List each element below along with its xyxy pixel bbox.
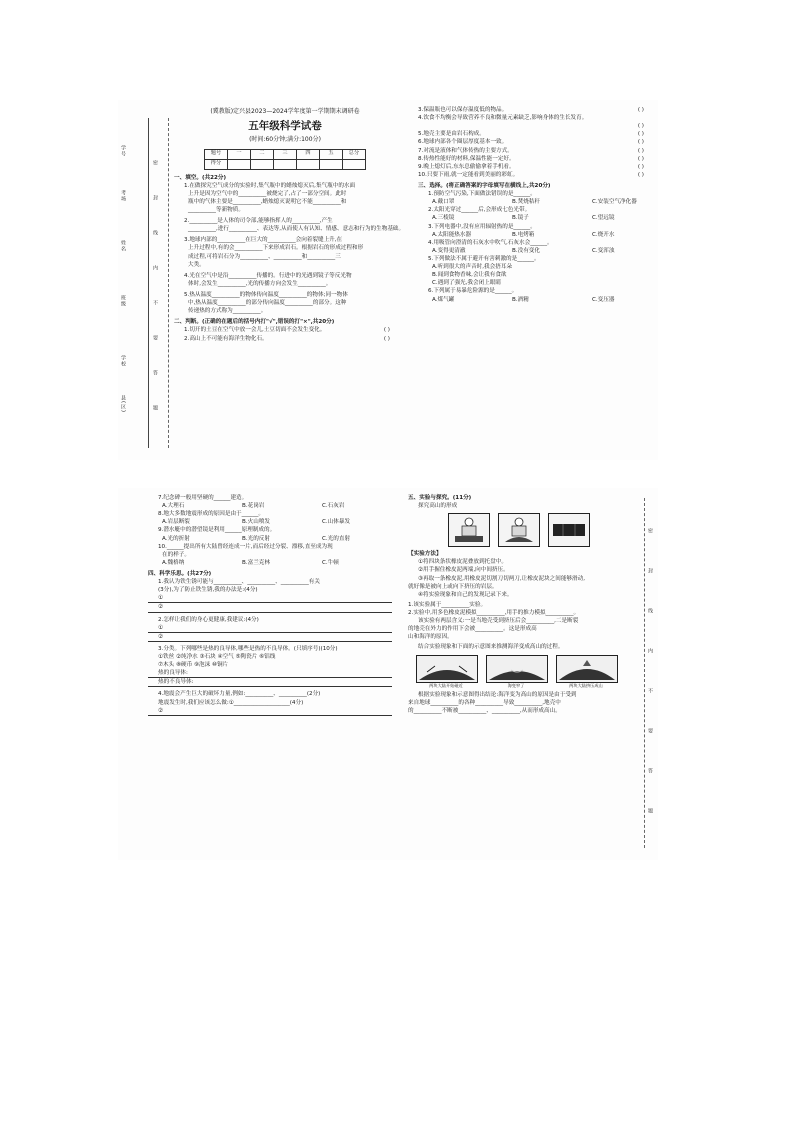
answer-line[interactable]: ① bbox=[148, 594, 392, 603]
choice-stem: 5.下列做法不属于避开有害刺激的是______。 bbox=[428, 255, 540, 262]
judge-item: 3.保温瓶也可以保存温度低的物品。 ( ) bbox=[418, 106, 650, 114]
choice-options: A.光的折射 B.光的反射 C.光的直射 bbox=[162, 535, 351, 542]
classify-items: ⑦木头 ⑧硬币 ⑨泡沫 ⑩铜片 bbox=[158, 662, 229, 669]
exam-page-bottom bbox=[118, 488, 658, 860]
section5-title: 五、实验与探究。(11分) bbox=[408, 495, 472, 501]
choice-stem: 8.地大多数地震形成的原因是由于______。 bbox=[158, 511, 265, 518]
q-text: 中,热从温度__________的部分传向温度__________的部分。这种 bbox=[188, 300, 347, 307]
q-text: 成过程,可将岩石分为__________、__________和__________三 bbox=[188, 253, 341, 260]
method-step: ①将四块条状橡皮泥叠放到托盘中。 bbox=[418, 559, 507, 566]
seal-word: 内 bbox=[152, 265, 158, 271]
margin-label-class: 班级 bbox=[120, 295, 126, 307]
judge-item: 7.对流是液体和气体传热的主要方式。 ( ) bbox=[418, 147, 650, 155]
binding-line bbox=[148, 118, 149, 448]
q-text: 地震发生时,我们应该怎么做:①____________________(4分) bbox=[158, 699, 304, 706]
choice-options: A.三棱镜 B.镜子 C.望远镜 bbox=[432, 215, 615, 222]
column-right-bottom bbox=[408, 494, 640, 715]
score-cell: 三 bbox=[274, 149, 297, 159]
plate-diagram bbox=[416, 655, 478, 689]
seal-word: 题 bbox=[647, 808, 653, 814]
choice-options: A.煤气罐 B.酒精 C.变压器 bbox=[432, 296, 615, 303]
choice-stem: 3.下列电器中,没有应用辐射热的是______。 bbox=[428, 223, 536, 230]
q-text: 山和海洋的原因。 bbox=[408, 634, 453, 641]
q-text: 5.热从温度__________的物体传向温度__________的物体;同一物体 bbox=[184, 292, 348, 299]
choice-stem: 1.预防空气污染,下面做法错误的是______。 bbox=[428, 191, 536, 198]
q-text: 2.怎样让我们的身心更健康,我建议:(4分) bbox=[158, 616, 259, 623]
answer-line[interactable]: ② bbox=[148, 603, 392, 612]
margin-label-county: 县(区) bbox=[120, 395, 126, 413]
seal-word: 线 bbox=[647, 608, 653, 614]
q-text: 2.__________是人体的司令部,能够指挥人的__________,产生 bbox=[184, 218, 333, 225]
judge-item: 10.只要下雨,就一定能看到美丽的彩虹。 ( ) bbox=[418, 171, 650, 179]
method-step: ④将实验现象和自己的发现记录下来。 bbox=[418, 591, 513, 598]
score-cell: 五 bbox=[320, 149, 343, 159]
q-text: 该实验有两层含义:一是当地壳受到挤压后会__________,二是断裂 bbox=[418, 618, 579, 625]
seal-dotted-line bbox=[644, 498, 645, 848]
score-table bbox=[204, 149, 366, 170]
q-text: 上升过程中,有的会__________下来形成岩石。根据岩石的形成过程和形 bbox=[188, 245, 364, 252]
q-text: 传递热的方式称为__________。 bbox=[188, 308, 267, 315]
good-conductor-answer[interactable]: 热的良导体: bbox=[148, 669, 392, 678]
q-text: (3分),为了防止铁生锈,我的办法是:(4分) bbox=[158, 587, 258, 594]
seal-word: 内 bbox=[647, 648, 653, 654]
seal-word: 题 bbox=[152, 405, 158, 411]
score-input-cell[interactable] bbox=[251, 159, 274, 169]
margin-label-exam-room: 考场 bbox=[120, 190, 126, 202]
q-text: 上升是因为空气中的__________被烧完了,占了一部分空间。此时 bbox=[188, 190, 347, 197]
q-text: 3.分类。下列哪些是热的良导体,哪些是热的不良导体。(只填序号)(10分) bbox=[158, 645, 338, 652]
q-text: __________,进行__________、表达等,从而使人有认知、情感、意志和行为的生物基础。 bbox=[188, 226, 405, 233]
judge-item: 5.地壳主要是由岩石构成。 ( ) bbox=[418, 130, 650, 138]
q-text: 4.光在空气中是沿__________传播的。行进中的光遇到镜子等反光物 bbox=[184, 272, 352, 279]
score-input-cell[interactable] bbox=[228, 159, 251, 169]
q-text: 结合实验现象和下面的示意图来推测海洋变成高山的过程。 bbox=[418, 644, 564, 651]
choice-stem: 6.下列属于易暴危险源的是______。 bbox=[428, 288, 518, 295]
answer-bracket[interactable]: ( ) bbox=[637, 147, 644, 154]
score-cell: 四 bbox=[297, 149, 320, 159]
score-cell: 一 bbox=[228, 149, 251, 159]
judge-item: 6.地球内部各个圈层厚度基本一致。 ( ) bbox=[418, 138, 650, 146]
score-cell: 二 bbox=[251, 149, 274, 159]
answer-bracket[interactable]: ( ) bbox=[637, 131, 644, 138]
answer-bracket[interactable]: ( ) bbox=[383, 335, 390, 342]
score-cell: 得分 bbox=[205, 159, 228, 169]
choice-options: A.岩层断裂 B.火山喷发 C.山体暴发 bbox=[162, 519, 351, 526]
answer-bracket[interactable]: ( ) bbox=[637, 107, 644, 113]
choice-options: A.戴口罩 B.焚烧秸秆 C.安装空气净化器 bbox=[432, 199, 637, 206]
answer-line[interactable]: ① bbox=[148, 624, 392, 633]
margin-label-student-id: 学号 bbox=[120, 145, 126, 157]
plate-diagram-row bbox=[416, 655, 640, 689]
choice-option[interactable]: C.遇到了强光,我会闭上眼睛 bbox=[432, 280, 501, 287]
seal-word: 密 bbox=[647, 528, 653, 534]
q-text: 体时,会发生__________,光的传播方向会发生__________。 bbox=[188, 280, 332, 287]
choice-stem: 10.______提出所有大陆曾经连成一片,而后经过分裂、漂移,直至成为现 bbox=[158, 543, 333, 550]
seal-dotted-line bbox=[168, 118, 169, 448]
judge-item: 1.切开的土豆在空气中放一会儿,土豆切面不会发生变化。 ( ) bbox=[174, 326, 396, 334]
q-text: 1.我认为铁生锈可能与__________、__________、__________有关 bbox=[158, 579, 320, 586]
seal-word: 线 bbox=[152, 230, 158, 236]
seal-word: 不 bbox=[152, 300, 158, 306]
q-text: 4.地震会产生巨大的破坏力量,例如:__________、__________(2分) bbox=[158, 691, 321, 698]
method-title: 【实验方法】 bbox=[408, 551, 442, 558]
score-input-cell[interactable] bbox=[274, 159, 297, 169]
score-cell: 题号 bbox=[205, 149, 228, 159]
plate-diagram bbox=[486, 655, 548, 689]
method-step: ③再取一条橡皮泥,用橡皮泥切割刀切两刀,让橡皮泥块之间能够滑动, bbox=[418, 575, 585, 582]
choice-stem: 4.用吸管向澄清的石灰水中吹气,石灰水会______。 bbox=[428, 239, 553, 246]
seal-word: 要 bbox=[647, 728, 653, 734]
seal-word: 封 bbox=[152, 195, 158, 201]
answer-bracket[interactable]: ( ) bbox=[383, 327, 390, 334]
q-text: 3.地球内部的__________在巨大的__________会向着裂缝上升,在 bbox=[184, 237, 343, 244]
q-text: 瓶中的气体主要是__________,蜡烛熄灭说明它不能__________和 bbox=[188, 198, 347, 205]
exam-time-note: (时间:60分钟;满分:100分) bbox=[249, 135, 321, 143]
folded-clay-layers-image bbox=[548, 513, 590, 547]
q-text: 1.该实验属于__________实验。 bbox=[408, 601, 487, 608]
choice-stem: 2.太阳光穿过______后,会形成七色光带。 bbox=[428, 207, 531, 214]
answer-bracket[interactable]: ( ) bbox=[637, 155, 644, 162]
q-text: 2.实验中,用多色橡皮泥模拟__________,用手的推力模拟__________。 bbox=[408, 609, 580, 616]
q-text: 的地壳在外力的作用下会被__________。这是形成高 bbox=[408, 626, 537, 633]
answer-bracket[interactable]: ( ) bbox=[637, 163, 644, 170]
method-step: 就好像是被向上或向下挤压的岩层。 bbox=[408, 583, 498, 590]
q-text: 的__________不断被__________、__________,从而形成高山。 bbox=[408, 707, 561, 714]
column-right-top bbox=[418, 106, 650, 304]
exam-title: 五年级科学试卷 bbox=[248, 119, 322, 132]
q-text: 1.在做探究空气成分的实验时,集气瓶中的蜡烛熄灭后,集气瓶中的水面 bbox=[184, 182, 356, 189]
judge-item: 9.晚上熄灯后,东东总偷偷拿着手机看。 ( ) bbox=[418, 163, 650, 171]
answer-line[interactable]: ② bbox=[148, 707, 392, 716]
q-text: 来自地球__________的各种__________导致__________,地壳中 bbox=[408, 699, 561, 706]
margin-label-name: 姓名 bbox=[120, 240, 126, 252]
section2-title: 二、判断。(正确的在题后的括号内打"√",错误的打"×",共20分) bbox=[174, 319, 335, 326]
judge-item bbox=[418, 122, 650, 130]
column-left-top bbox=[174, 100, 405, 343]
exam-header-line: (冀教版)定兴县2023—2024学年度第一学期期末调研卷 bbox=[210, 108, 360, 115]
column-left-bottom bbox=[148, 494, 398, 716]
answer-bracket[interactable]: ( ) bbox=[637, 123, 644, 130]
mountain-formed-image bbox=[556, 655, 618, 683]
figure-caption: 两块大陆开始碰近 bbox=[429, 682, 463, 688]
answer-bracket[interactable]: ( ) bbox=[637, 139, 644, 146]
seal-word: 答 bbox=[647, 768, 653, 774]
plate-diagram bbox=[556, 655, 618, 689]
score-input-cell[interactable] bbox=[343, 159, 366, 169]
judge-item: 4.饮食不均衡会导致营养不良和微量元素缺乏,影响身体的生长发育。 bbox=[418, 115, 588, 122]
section3-title: 三、选择。(将正确答案的字母填写在横线上,共20分) bbox=[418, 182, 551, 189]
answer-line[interactable]: ② bbox=[148, 633, 392, 642]
plates-approaching-image bbox=[416, 655, 478, 683]
margin-label-school: 学校 bbox=[120, 355, 126, 367]
sea-narrowing-image bbox=[486, 655, 548, 683]
choice-options: A.大理石 B.花岗岩 C.石灰岩 bbox=[162, 503, 345, 510]
seal-word: 密 bbox=[152, 160, 158, 166]
section4-title: 四、科学乐思。(共27分) bbox=[148, 570, 212, 577]
experiment-subtitle: 探究高山的形成 bbox=[418, 503, 458, 510]
answer-bracket[interactable]: ( ) bbox=[637, 171, 644, 178]
choice-options: A.魏格纳 B.富兰克林 C.牛顿 bbox=[162, 559, 339, 566]
student-pressing-clay-image bbox=[498, 513, 540, 547]
score-input-cell[interactable] bbox=[297, 159, 320, 169]
seal-word: 不 bbox=[647, 688, 653, 694]
seal-word: 封 bbox=[647, 568, 653, 574]
student-pressing-clay-image bbox=[448, 513, 490, 547]
figure-caption: 两块大陆挤压成山 bbox=[569, 682, 603, 688]
choice-option[interactable]: A.听到很大的声音时,我会捂耳朵 bbox=[432, 264, 513, 271]
poor-conductor-answer[interactable]: 热的不良导体: bbox=[148, 678, 392, 687]
q-text: __________等新物质。 bbox=[188, 207, 244, 214]
judge-item: 2.高山上不可能有海洋生物化石。 ( ) bbox=[174, 335, 396, 343]
section1-title: 一、填空。(共22分) bbox=[174, 174, 227, 181]
q-text: 大类。 bbox=[188, 261, 205, 268]
score-input-cell[interactable] bbox=[320, 159, 343, 169]
classify-items: ①铁丝 ②纯净水 ③石块 ④空气 ⑤陶瓷片 ⑥铝线 bbox=[158, 653, 276, 660]
choice-stem: 在的样子。 bbox=[162, 551, 190, 558]
figure-caption: 海变窄了 bbox=[507, 682, 525, 688]
experiment-figures bbox=[448, 513, 640, 547]
choice-options: A.太阳能热水器 B.电烤箱 C.烧开水 bbox=[432, 231, 615, 238]
choice-options: A.变得更清澈 B.没有变化 C.变浑浊 bbox=[432, 247, 615, 254]
choice-option[interactable]: B.闻到食物香味,会让我有食欲 bbox=[432, 272, 507, 279]
choice-stem: 7.纪念碑一般用坚硬的______建造。 bbox=[158, 495, 248, 501]
judge-item: 8.传热性能好的材料,保温性能一定好。 ( ) bbox=[418, 155, 650, 163]
score-cell: 总分 bbox=[343, 149, 366, 159]
seal-word: 要 bbox=[152, 335, 158, 341]
choice-stem: 9.潜水艇中的潜望镜是利用______原理制成的。 bbox=[158, 527, 276, 534]
method-step: ②用手握住橡皮泥两端,向中间挤压。 bbox=[418, 567, 509, 574]
exam-page-top bbox=[118, 100, 658, 460]
seal-word: 答 bbox=[152, 370, 158, 376]
q-text: 根据实验现象和示意图得出结论:海洋变为高山的原因是由于受到 bbox=[418, 691, 577, 698]
